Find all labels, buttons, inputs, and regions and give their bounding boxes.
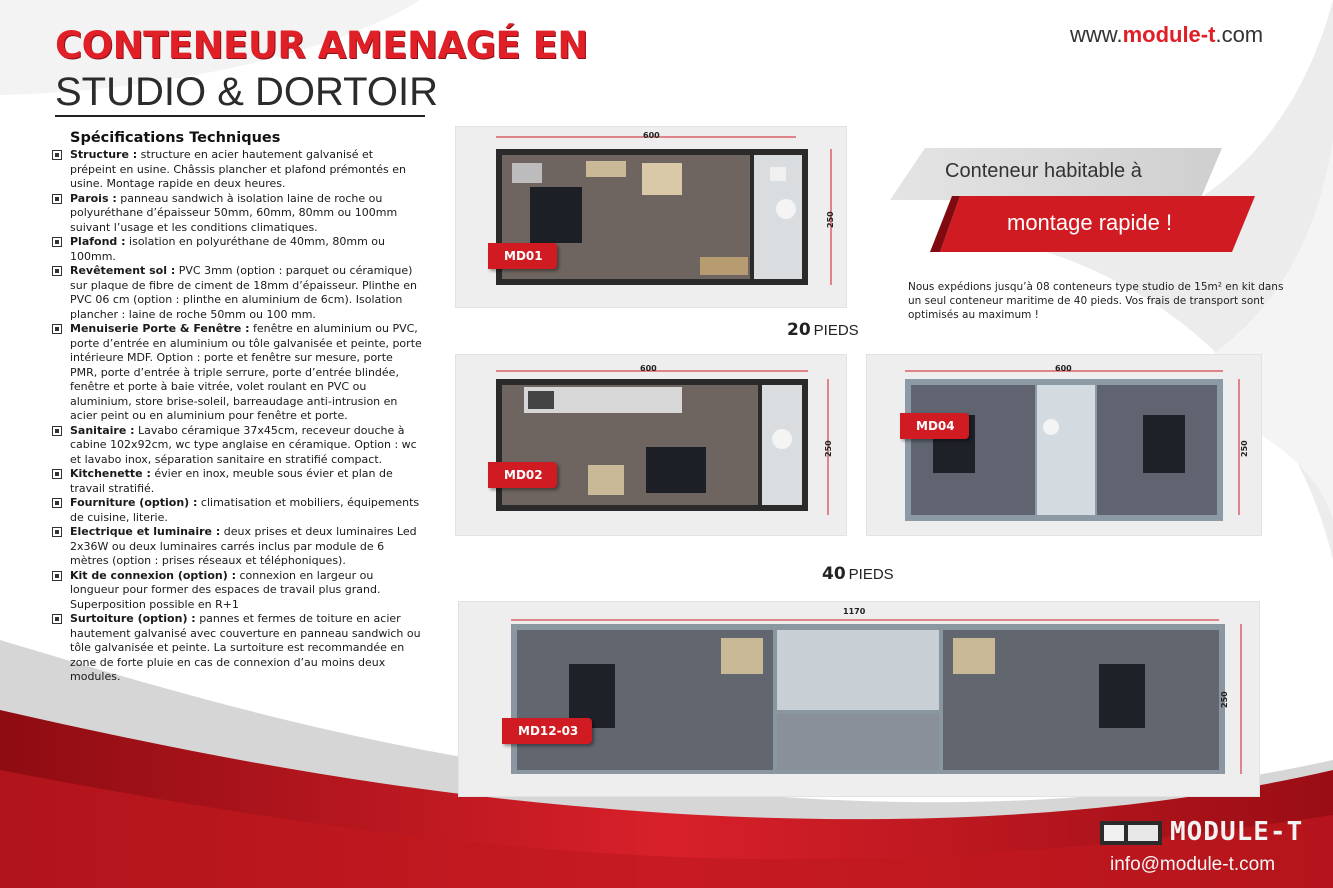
dimension-width-md04: 600 (1055, 364, 1072, 373)
spec-item-fourniture (50, 496, 422, 525)
spec-item-kitchenette (50, 467, 422, 496)
feet-unit-40: PIEDS (848, 566, 894, 583)
dimension-width-md02: 600 (640, 364, 657, 373)
plan-tag-md04: MD04 (900, 413, 969, 439)
spec-item-menuiserie (50, 322, 422, 424)
website-brand: module-t (1122, 22, 1216, 47)
spec-label: Kit de connexion (option) : (70, 568, 236, 582)
spec-item-surtoiture (50, 612, 422, 685)
spec-label: Kitchenette : (70, 467, 151, 480)
promo-line1: Conteneur habitable à (945, 160, 1142, 182)
spec-text: isolation en polyuréthane de 40mm, 80mm ou 100mm. (70, 235, 386, 263)
square-bullet-icon (52, 426, 62, 436)
floorplan-md01-drawing (456, 127, 846, 307)
square-bullet-icon (52, 498, 62, 508)
module-t-logo (1100, 817, 1310, 847)
dimension-depth-md02: 250 (824, 440, 833, 457)
square-bullet-icon (52, 237, 62, 247)
spec-item-electrique (50, 525, 422, 569)
square-bullet-icon (52, 266, 62, 276)
dimension-width-md12-03: 1170 (843, 607, 866, 616)
spec-label: Sanitaire : (70, 423, 135, 437)
logo-text: MODULE-T (1170, 817, 1304, 847)
plan-tag-md12-03: MD12-03 (502, 718, 592, 744)
floorplan-md12-03 (458, 601, 1260, 797)
title-divider (55, 115, 425, 117)
floorplan-md04 (866, 354, 1262, 536)
dimension-width-md01: 600 (643, 131, 660, 140)
dimension-depth-md12-03: 250 (1220, 691, 1229, 708)
page-subtitle: STUDIO & DORTOIR (55, 70, 439, 114)
square-bullet-icon (52, 324, 62, 334)
spec-text: climatisation et mobiliers, équipements de cuisine, literie. (70, 496, 420, 524)
spec-text: Lavabo céramique 37x45cm, receveur douche à cabine 102x92cm, wc type anglaise en céramique. Option : wc et lavabo inox, séparation sanitaire en stratifié compact. (70, 423, 417, 466)
spec-text: structure en acier hautement galvanisé et prépeint en usine. Châssis plancher et plafond prémontés en usine. Montage rapide en deux heures. (70, 148, 406, 190)
dimension-depth-md01: 250 (826, 211, 835, 228)
floorplan-md12-03-drawing (459, 602, 1259, 796)
contact-email[interactable]: info@module-t.com (1110, 854, 1276, 875)
floorplan-md02-drawing (456, 355, 846, 535)
spec-label: Structure : (70, 148, 138, 161)
spec-label: Revêtement sol : (70, 264, 176, 277)
promo-line2: montage rapide ! (1007, 210, 1173, 235)
spec-label: Menuiserie Porte & Fenêtre : (70, 322, 250, 335)
spec-label: Fourniture (option) : (70, 496, 198, 509)
spec-text: pannes et fermes de toiture en acier hautement galvanisé avec couverture en panneau sandwich ou tôle galvanisée et peinte. La surtoiture est recommandée en zone de forte pluie en cas de connexion d’au moins deux modules. (70, 612, 421, 683)
spec-item-plafond (50, 235, 422, 264)
square-bullet-icon (52, 527, 62, 537)
spec-label: Surtoiture (option) : (70, 612, 196, 625)
floorplan-md01 (455, 126, 847, 308)
shipping-note: Nous expédions jusqu’à 08 conteneurs type studio de 15m² en kit dans un seul conteneur maritime de 40 pieds. Vos frais de transport sont optimisés au maximum ! (908, 281, 1284, 321)
floorplan-md04-drawing (867, 355, 1261, 535)
spec-text: fenêtre en aluminium ou PVC, porte d’entrée en aluminium ou tôle galvanisée et peinte, porte intérieure MDF. Option : porte et fenêtre sur mesure, porte PMR, porte d’entrée à triple serrure, porte d’entrée blindée, fenêtre et porte à baie vitrée, volet roulant en PVC ou aluminium, store brise-soleil, barreaudage anti-intrusion en acier peint ou en aluminium pour fenêtre et porte. (70, 322, 422, 422)
feet-number-40: 40 (822, 564, 846, 584)
floorplan-md02 (455, 354, 847, 536)
specs-list (50, 148, 422, 685)
spec-text: panneau sandwich à isolation laine de roche ou polyuréthane d’épaisseur 50mm, 60mm, 80mm ou 100mm suivant l’usage et les conditions climatiques. (70, 191, 398, 234)
square-bullet-icon (52, 614, 62, 624)
plan-tag-md01: MD01 (488, 243, 557, 269)
square-bullet-icon (52, 150, 62, 160)
spec-label: Electrique et luminaire : (70, 525, 221, 538)
square-bullet-icon (52, 571, 62, 581)
spec-item-kit-connexion (50, 569, 422, 613)
website-prefix: www. (1070, 22, 1123, 47)
spec-item-structure (50, 148, 422, 192)
feet-label-40 (822, 564, 894, 584)
feet-unit-20: PIEDS (813, 322, 859, 339)
plan-tag-md02: MD02 (488, 462, 557, 488)
specs-heading: Spécifications Techniques (70, 130, 281, 146)
dimension-depth-md04: 250 (1240, 440, 1249, 457)
spec-text: deux prises et deux luminaires Led 2x36W ou deux luminaires carrés inclus par module de 6 mètres (option : prises réseaux et téléphoniques). (70, 525, 417, 567)
spec-item-revetement-sol (50, 264, 422, 322)
website-link[interactable] (1070, 22, 1263, 48)
square-bullet-icon (52, 194, 62, 204)
page-title: CONTENEUR AMENAGÉ EN (55, 24, 588, 67)
spec-item-sanitaire (50, 424, 422, 468)
spec-label: Parois : (70, 191, 117, 205)
website-suffix: .com (1215, 22, 1264, 47)
spec-item-parois (50, 192, 422, 236)
spec-text: PVC 3mm (option : parquet ou céramique) sur plaque de fibre de ciment de 18mm d’épaisseur. Plinthe en PVC 06 cm (option : plinthe en aluminium de 6cm). Isolation plancher : laine de roche 50mm ou 100 mm. (70, 264, 417, 321)
feet-label-20 (787, 320, 859, 340)
spec-text: connexion en largeur ou longueur pour former des espaces de travail plus grand. Superposition possible en R+1 (70, 568, 381, 611)
spec-text: évier en inox, meuble sous évier et plan de travail stratifié. (70, 467, 393, 495)
square-bullet-icon (52, 469, 62, 479)
feet-number-20: 20 (787, 320, 811, 340)
spec-label: Plafond : (70, 235, 126, 248)
logo-mark-icon (1100, 819, 1166, 847)
